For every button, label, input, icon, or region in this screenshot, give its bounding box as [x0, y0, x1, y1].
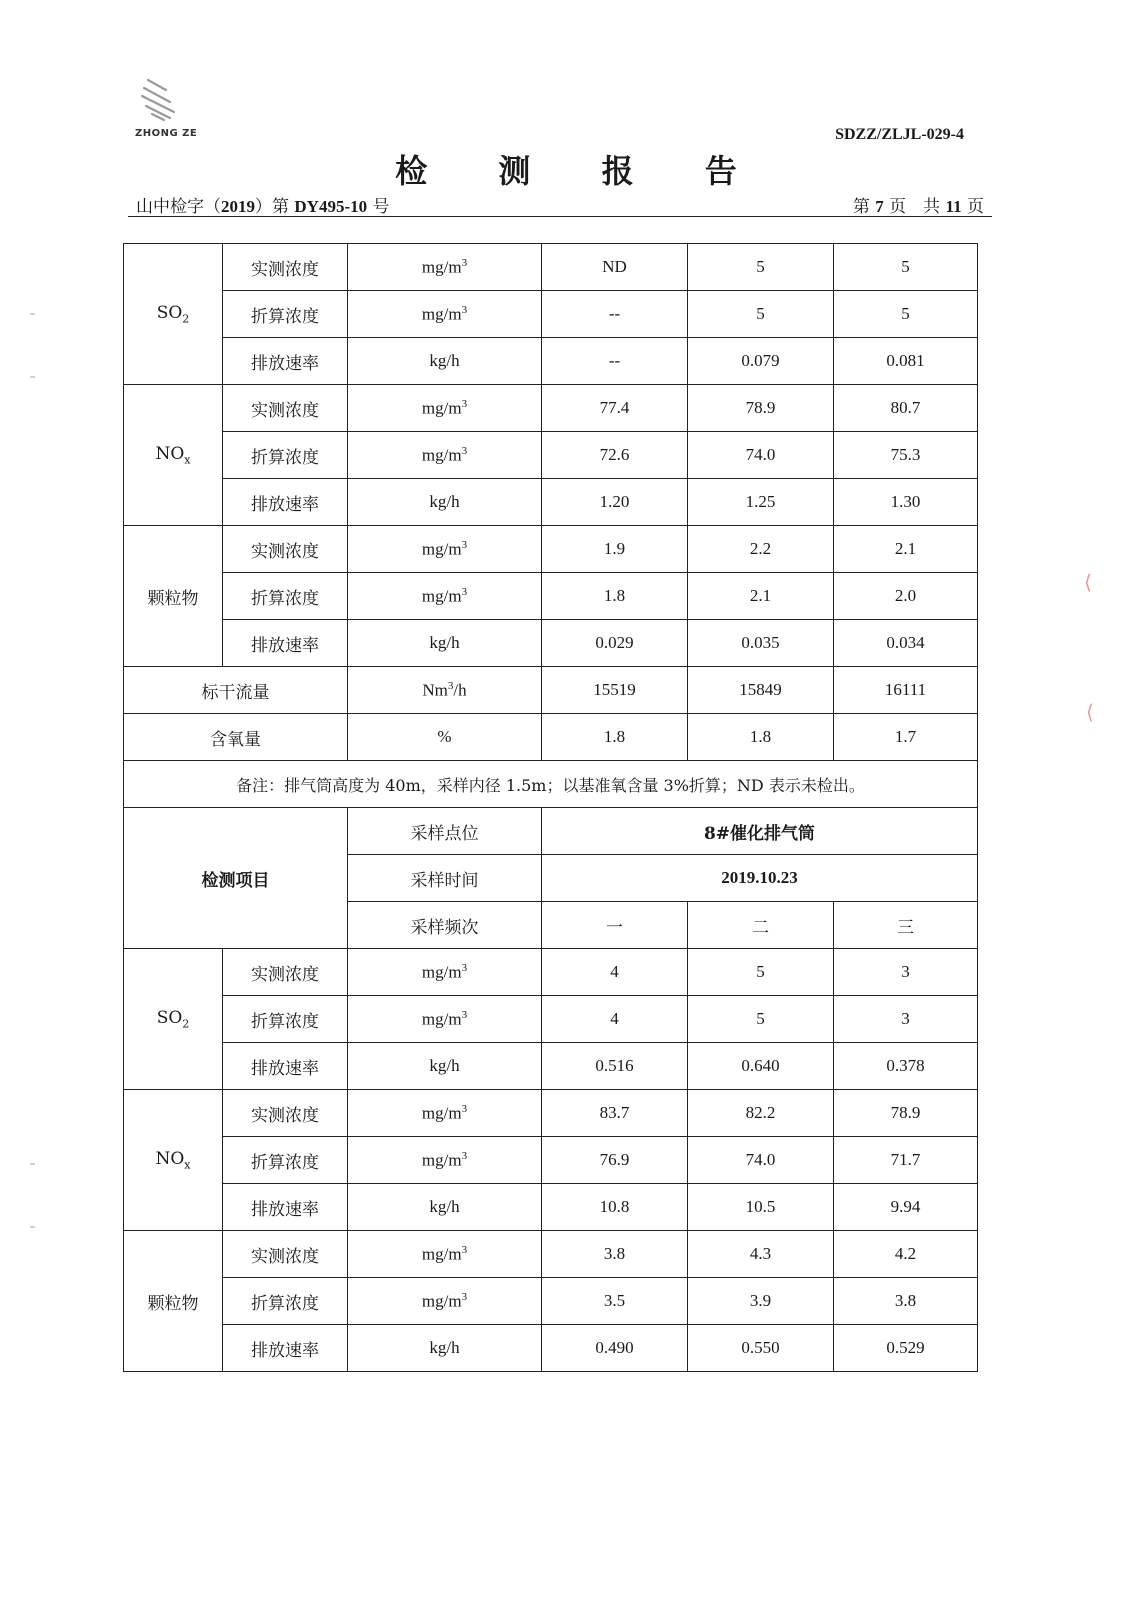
- sampling-time-label: 采样时间: [348, 855, 542, 902]
- value-cell: 83.7: [542, 1090, 688, 1137]
- table-row: [124, 244, 978, 291]
- pollutant-nox-subscript: x: [184, 453, 191, 467]
- value-cell: 3.8: [834, 1278, 978, 1325]
- report-meta-row: [128, 190, 992, 217]
- metric-label: 折算浓度: [223, 291, 348, 338]
- metric-label: 排放速率: [223, 1043, 348, 1090]
- unit-text: mg/m: [421, 398, 462, 418]
- value-cell: 5: [688, 996, 834, 1043]
- page-number: 第 7 页 共 11 页: [852, 197, 984, 217]
- value-cell: --: [542, 338, 688, 385]
- unit-cell: [348, 667, 542, 714]
- unit-superscript: 3: [461, 444, 468, 457]
- unit-cell: [348, 1325, 542, 1372]
- value-cell: 10.5: [688, 1184, 834, 1231]
- oxygen-label: 含氧量: [124, 714, 348, 761]
- table-row: [124, 1090, 978, 1137]
- unit-text: kg/h: [429, 1338, 460, 1357]
- value-cell: 72.6: [542, 432, 688, 479]
- value-cell: 3.8: [542, 1231, 688, 1278]
- table-row: [124, 1137, 978, 1184]
- report-number: 山中检字（2019）第 DY495-10 号: [136, 197, 390, 217]
- table-row: [124, 338, 978, 385]
- scan-artifact: [30, 376, 35, 378]
- unit-cell: %: [348, 714, 542, 761]
- value-cell: 3.9: [688, 1278, 834, 1325]
- metric-label: 折算浓度: [223, 432, 348, 479]
- pollutant-so2: [124, 949, 223, 1090]
- sampling-point-value: 8#催化排气筒: [542, 808, 978, 855]
- value-cell: 76.9: [542, 1137, 688, 1184]
- metric-label: 排放速率: [223, 479, 348, 526]
- pollutant-so2-text: SO: [156, 302, 183, 323]
- unit-cell: [348, 385, 542, 432]
- metric-label: 实测浓度: [223, 244, 348, 291]
- pollutant-so2-subscript: 2: [182, 312, 190, 326]
- unit-cell: [348, 996, 542, 1043]
- table-row: [124, 1043, 978, 1090]
- sampling-time-value: 2019.10.23: [542, 855, 978, 902]
- value-cell: 0.079: [688, 338, 834, 385]
- metric-label: 实测浓度: [223, 1090, 348, 1137]
- unit-cell: [348, 1090, 542, 1137]
- value-cell: 2.0: [834, 573, 978, 620]
- metric-label: 折算浓度: [223, 996, 348, 1043]
- table-row: [124, 526, 978, 573]
- unit-text: mg/m: [421, 445, 462, 465]
- company-logo: [128, 72, 200, 142]
- table-row: [124, 667, 978, 714]
- unit-text: mg/m: [421, 304, 462, 324]
- sampling-freq-value: 二: [688, 902, 834, 949]
- metric-label: 实测浓度: [223, 526, 348, 573]
- unit-cell: [348, 338, 542, 385]
- metric-label: 排放速率: [223, 1325, 348, 1372]
- value-cell: 5: [834, 244, 978, 291]
- metric-label: 折算浓度: [223, 1278, 348, 1325]
- table-row: [124, 1231, 978, 1278]
- unit-cell: [348, 1184, 542, 1231]
- value-cell: 1.8: [688, 714, 834, 761]
- table-row: [124, 385, 978, 432]
- pollutant-nox: [124, 385, 223, 526]
- sampling-freq-value: 三: [834, 902, 978, 949]
- unit-text: kg/h: [429, 633, 460, 652]
- value-cell: 4.2: [834, 1231, 978, 1278]
- unit-text: mg/m: [421, 1103, 462, 1123]
- emission-results-table: [123, 243, 978, 1372]
- value-cell: 9.94: [834, 1184, 978, 1231]
- table-row: [124, 761, 978, 808]
- value-cell: 5: [688, 244, 834, 291]
- metric-label: 排放速率: [223, 1184, 348, 1231]
- value-cell: 1.9: [542, 526, 688, 573]
- unit-text: kg/h: [429, 351, 460, 370]
- pollutant-particulate-text: 颗粒物: [147, 1293, 199, 1314]
- table-row: [124, 479, 978, 526]
- metric-label: 实测浓度: [223, 385, 348, 432]
- value-cell: 4.3: [688, 1231, 834, 1278]
- value-cell: 0.081: [834, 338, 978, 385]
- unit-cell: [348, 244, 542, 291]
- unit-superscript: 3: [461, 256, 468, 269]
- unit-text: Nm: [422, 680, 448, 700]
- table-row: [124, 432, 978, 479]
- pollutant-so2: [124, 244, 223, 385]
- value-cell: 1.7: [834, 714, 978, 761]
- sampling-freq-value: 一: [542, 902, 688, 949]
- table-row: [124, 949, 978, 996]
- table-row: [124, 1278, 978, 1325]
- value-cell: 82.2: [688, 1090, 834, 1137]
- unit-cell: [348, 1278, 542, 1325]
- unit-cell: [348, 526, 542, 573]
- pollutant-nox-text: NO: [155, 443, 185, 464]
- unit-text: kg/h: [429, 1056, 460, 1075]
- pollutant-nox-text: NO: [155, 1148, 185, 1169]
- unit-text: /h: [453, 680, 467, 700]
- unit-superscript: 3: [461, 961, 468, 974]
- value-cell: 1.20: [542, 479, 688, 526]
- unit-cell: [348, 1043, 542, 1090]
- value-cell: 75.3: [834, 432, 978, 479]
- unit-superscript: 3: [447, 679, 454, 692]
- unit-cell: [348, 432, 542, 479]
- value-cell: 78.9: [688, 385, 834, 432]
- unit-superscript: 3: [461, 303, 468, 316]
- pollutant-nox: [124, 1090, 223, 1231]
- value-cell: 0.550: [688, 1325, 834, 1372]
- unit-text: mg/m: [421, 1244, 462, 1264]
- table-row: [124, 620, 978, 667]
- unit-superscript: 3: [461, 1290, 468, 1303]
- unit-text: kg/h: [429, 492, 460, 511]
- pollutant-nox-subscript: x: [184, 1158, 191, 1172]
- value-cell: 16111: [834, 667, 978, 714]
- unit-cell: [348, 479, 542, 526]
- value-cell: 3: [834, 996, 978, 1043]
- table-row: [124, 714, 978, 761]
- pollutant-particulate: [124, 526, 223, 667]
- unit-superscript: 3: [461, 397, 468, 410]
- scan-artifact: [30, 1226, 35, 1228]
- unit-text: mg/m: [421, 962, 462, 982]
- value-cell: 0.378: [834, 1043, 978, 1090]
- seal-edge-mark: ⟨: [1086, 700, 1094, 724]
- value-cell: 2.1: [688, 573, 834, 620]
- unit-text: mg/m: [421, 1009, 462, 1029]
- value-cell: 80.7: [834, 385, 978, 432]
- table-row: [124, 1325, 978, 1372]
- pollutant-so2-subscript: 2: [182, 1017, 190, 1031]
- value-cell: 5: [688, 291, 834, 338]
- unit-text: mg/m: [421, 257, 462, 277]
- unit-superscript: 3: [461, 1102, 468, 1115]
- value-cell: 3.5: [542, 1278, 688, 1325]
- value-cell: --: [542, 291, 688, 338]
- value-cell: 74.0: [688, 432, 834, 479]
- metric-label: 折算浓度: [223, 1137, 348, 1184]
- seal-edge-mark: ⟨: [1084, 570, 1092, 594]
- unit-superscript: 3: [461, 1149, 468, 1162]
- value-cell: 78.9: [834, 1090, 978, 1137]
- unit-text: mg/m: [421, 539, 462, 559]
- value-cell: 0.516: [542, 1043, 688, 1090]
- unit-superscript: 3: [461, 1243, 468, 1256]
- pollutant-particulate: [124, 1231, 223, 1372]
- logo-mark-icon: [136, 72, 186, 124]
- value-cell: 1.25: [688, 479, 834, 526]
- unit-cell: [348, 620, 542, 667]
- value-cell: 0.490: [542, 1325, 688, 1372]
- value-cell: 2.1: [834, 526, 978, 573]
- unit-cell: [348, 1137, 542, 1184]
- logo-text: ZHONG ZE: [135, 128, 198, 139]
- unit-text: mg/m: [421, 586, 462, 606]
- scan-artifact: [30, 1163, 35, 1165]
- table-row: [124, 1184, 978, 1231]
- metric-label: 折算浓度: [223, 573, 348, 620]
- pollutant-so2-text: SO: [156, 1007, 183, 1028]
- value-cell: 0.640: [688, 1043, 834, 1090]
- value-cell: 4: [542, 996, 688, 1043]
- value-cell: 0.529: [834, 1325, 978, 1372]
- value-cell: 15849: [688, 667, 834, 714]
- value-cell: 0.035: [688, 620, 834, 667]
- unit-superscript: 3: [461, 538, 468, 551]
- value-cell: 0.034: [834, 620, 978, 667]
- unit-cell: [348, 291, 542, 338]
- value-cell: 0.029: [542, 620, 688, 667]
- value-cell: 1.8: [542, 573, 688, 620]
- value-cell: 74.0: [688, 1137, 834, 1184]
- metric-label: 排放速率: [223, 338, 348, 385]
- flow-label: 标干流量: [124, 667, 348, 714]
- value-cell: ND: [542, 244, 688, 291]
- table-row: [124, 291, 978, 338]
- unit-text: mg/m: [421, 1291, 462, 1311]
- metric-label: 排放速率: [223, 620, 348, 667]
- unit-cell: [348, 1231, 542, 1278]
- sampling-freq-label: 采样频次: [348, 902, 542, 949]
- table-row: [124, 996, 978, 1043]
- metric-label: 实测浓度: [223, 949, 348, 996]
- value-cell: 3: [834, 949, 978, 996]
- unit-text: kg/h: [429, 1197, 460, 1216]
- remarks-note: 备注：排气筒高度为 40m，采样内径 1.5m；以基准氧含量 3%折算；ND 表示未检出。: [124, 761, 978, 808]
- value-cell: 1.30: [834, 479, 978, 526]
- unit-cell: [348, 949, 542, 996]
- value-cell: 71.7: [834, 1137, 978, 1184]
- value-cell: 15519: [542, 667, 688, 714]
- value-cell: 10.8: [542, 1184, 688, 1231]
- value-cell: 5: [688, 949, 834, 996]
- page-title: 检 测 报 告: [395, 152, 767, 190]
- value-cell: 4: [542, 949, 688, 996]
- test-item-header: 检测项目: [124, 808, 348, 949]
- scan-artifact: [30, 313, 35, 315]
- value-cell: 2.2: [688, 526, 834, 573]
- table-row: [124, 808, 978, 855]
- table-row: [124, 573, 978, 620]
- metric-label: 实测浓度: [223, 1231, 348, 1278]
- unit-cell: [348, 573, 542, 620]
- value-cell: 5: [834, 291, 978, 338]
- document-code: SDZZ/ZLJL-029-4: [835, 126, 964, 143]
- unit-superscript: 3: [461, 1008, 468, 1021]
- pollutant-particulate-text: 颗粒物: [147, 588, 199, 609]
- unit-superscript: 3: [461, 585, 468, 598]
- unit-text: mg/m: [421, 1150, 462, 1170]
- sampling-point-label: 采样点位: [348, 808, 542, 855]
- value-cell: 1.8: [542, 714, 688, 761]
- value-cell: 77.4: [542, 385, 688, 432]
